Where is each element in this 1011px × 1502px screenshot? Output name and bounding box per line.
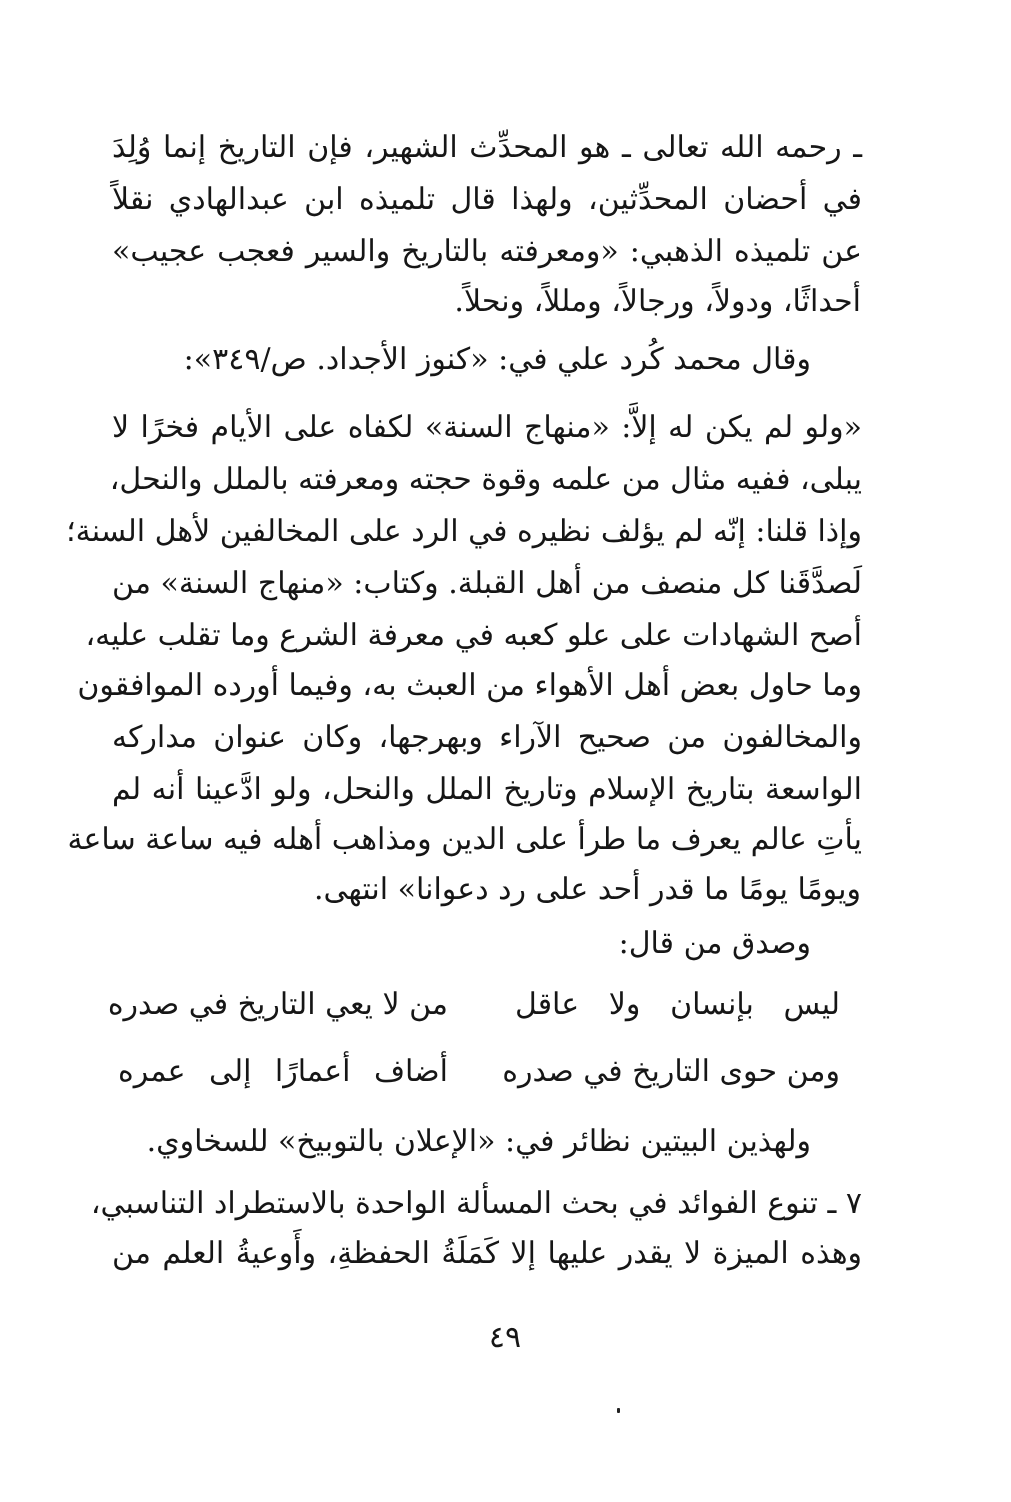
text-line: لَصدَّقَنا كل منصف من أهل القبلة. وكتاب: «منهاج السنة» من <box>112 566 862 601</box>
text-line: ٧ ـ تنوع الفوائد في بحث المسألة الواحدة بالاستطراد التناسبي، <box>90 1186 862 1221</box>
text-line: أحداثًا، ودولاً، ورجالاً، ومللاً، ونحلاً. <box>454 284 861 319</box>
text-line: يأتِ عالم يعرف ما طرأ على الدين ومذاهب أهله فيه ساعة ساعة <box>67 822 862 857</box>
verse-first-hemistich: ليس بإنسان ولا عاقل <box>515 987 840 1022</box>
text-line: وصدق من قال: <box>618 926 811 961</box>
verse-first-hemistich: ومن حوى التاريخ في صدره <box>502 1054 840 1089</box>
text-line: وقال محمد كُرد علي في: «كنوز الأجداد. ص/٣٤٩»: <box>183 342 811 377</box>
text-line: «ولو لم يكن له إلاَّ: «منهاج السنة» لكفاه على الأيام فخرًا لا <box>112 410 862 445</box>
text-line: في أحضان المحدِّثين، ولهذا قال تلميذه ابن عبدالهادي نقلاً <box>112 182 862 217</box>
text-line: وإذا قلنا: إنّه لم يؤلف نظيره في الرد على المخالفين لأهل السنة؛ <box>66 514 862 549</box>
text-line: يبلى، ففيه مثال من علمه وقوة حجته ومعرفته بالملل والنحل، <box>109 462 862 497</box>
text-line: أصح الشهادات على علو كعبه في معرفة الشرع وما تقلب عليه، <box>85 618 862 653</box>
text-line: ويومًا يومًا ما قدر أحد على رد دعوانا» انتهى. <box>313 872 861 907</box>
text-line: الواسعة بتاريخ الإسلام وتاريخ الملل والنحل، ولو ادَّعينا أنه لم <box>112 772 862 807</box>
page-number: ٤٩ <box>488 1320 522 1355</box>
text-line: وما حاول بعض أهل الأهواء من العبث به، وفيما أورده الموافقون <box>77 668 862 703</box>
text-line: عن تلميذه الذهبي: «ومعرفته بالتاريخ والسير فعجب عجيب» <box>112 234 862 269</box>
text-line: وهذه الميزة لا يقدر عليها إلا كَمَلَةُ الحفظةِ، وأَوعيةُ العلم من <box>112 1236 862 1271</box>
text-line: ولهذين البيتين نظائر في: «الإعلان بالتوبيخ» للسخاوي. <box>146 1124 811 1159</box>
verse-second-hemistich: من لا يعي التاريخ في صدره <box>107 987 448 1022</box>
text-line: والمخالفون من صحيح الآراء وبهرجها، وكان عنوان مداركه <box>112 720 862 755</box>
scan-speck <box>617 1408 620 1413</box>
text-line: ـ رحمه الله تعالى ـ هو المحدِّث الشهير، فإن التاريخ إنما وُلِدَ <box>112 130 862 165</box>
verse-second-hemistich: أضاف أعمارًا إلى عمره <box>118 1054 448 1089</box>
